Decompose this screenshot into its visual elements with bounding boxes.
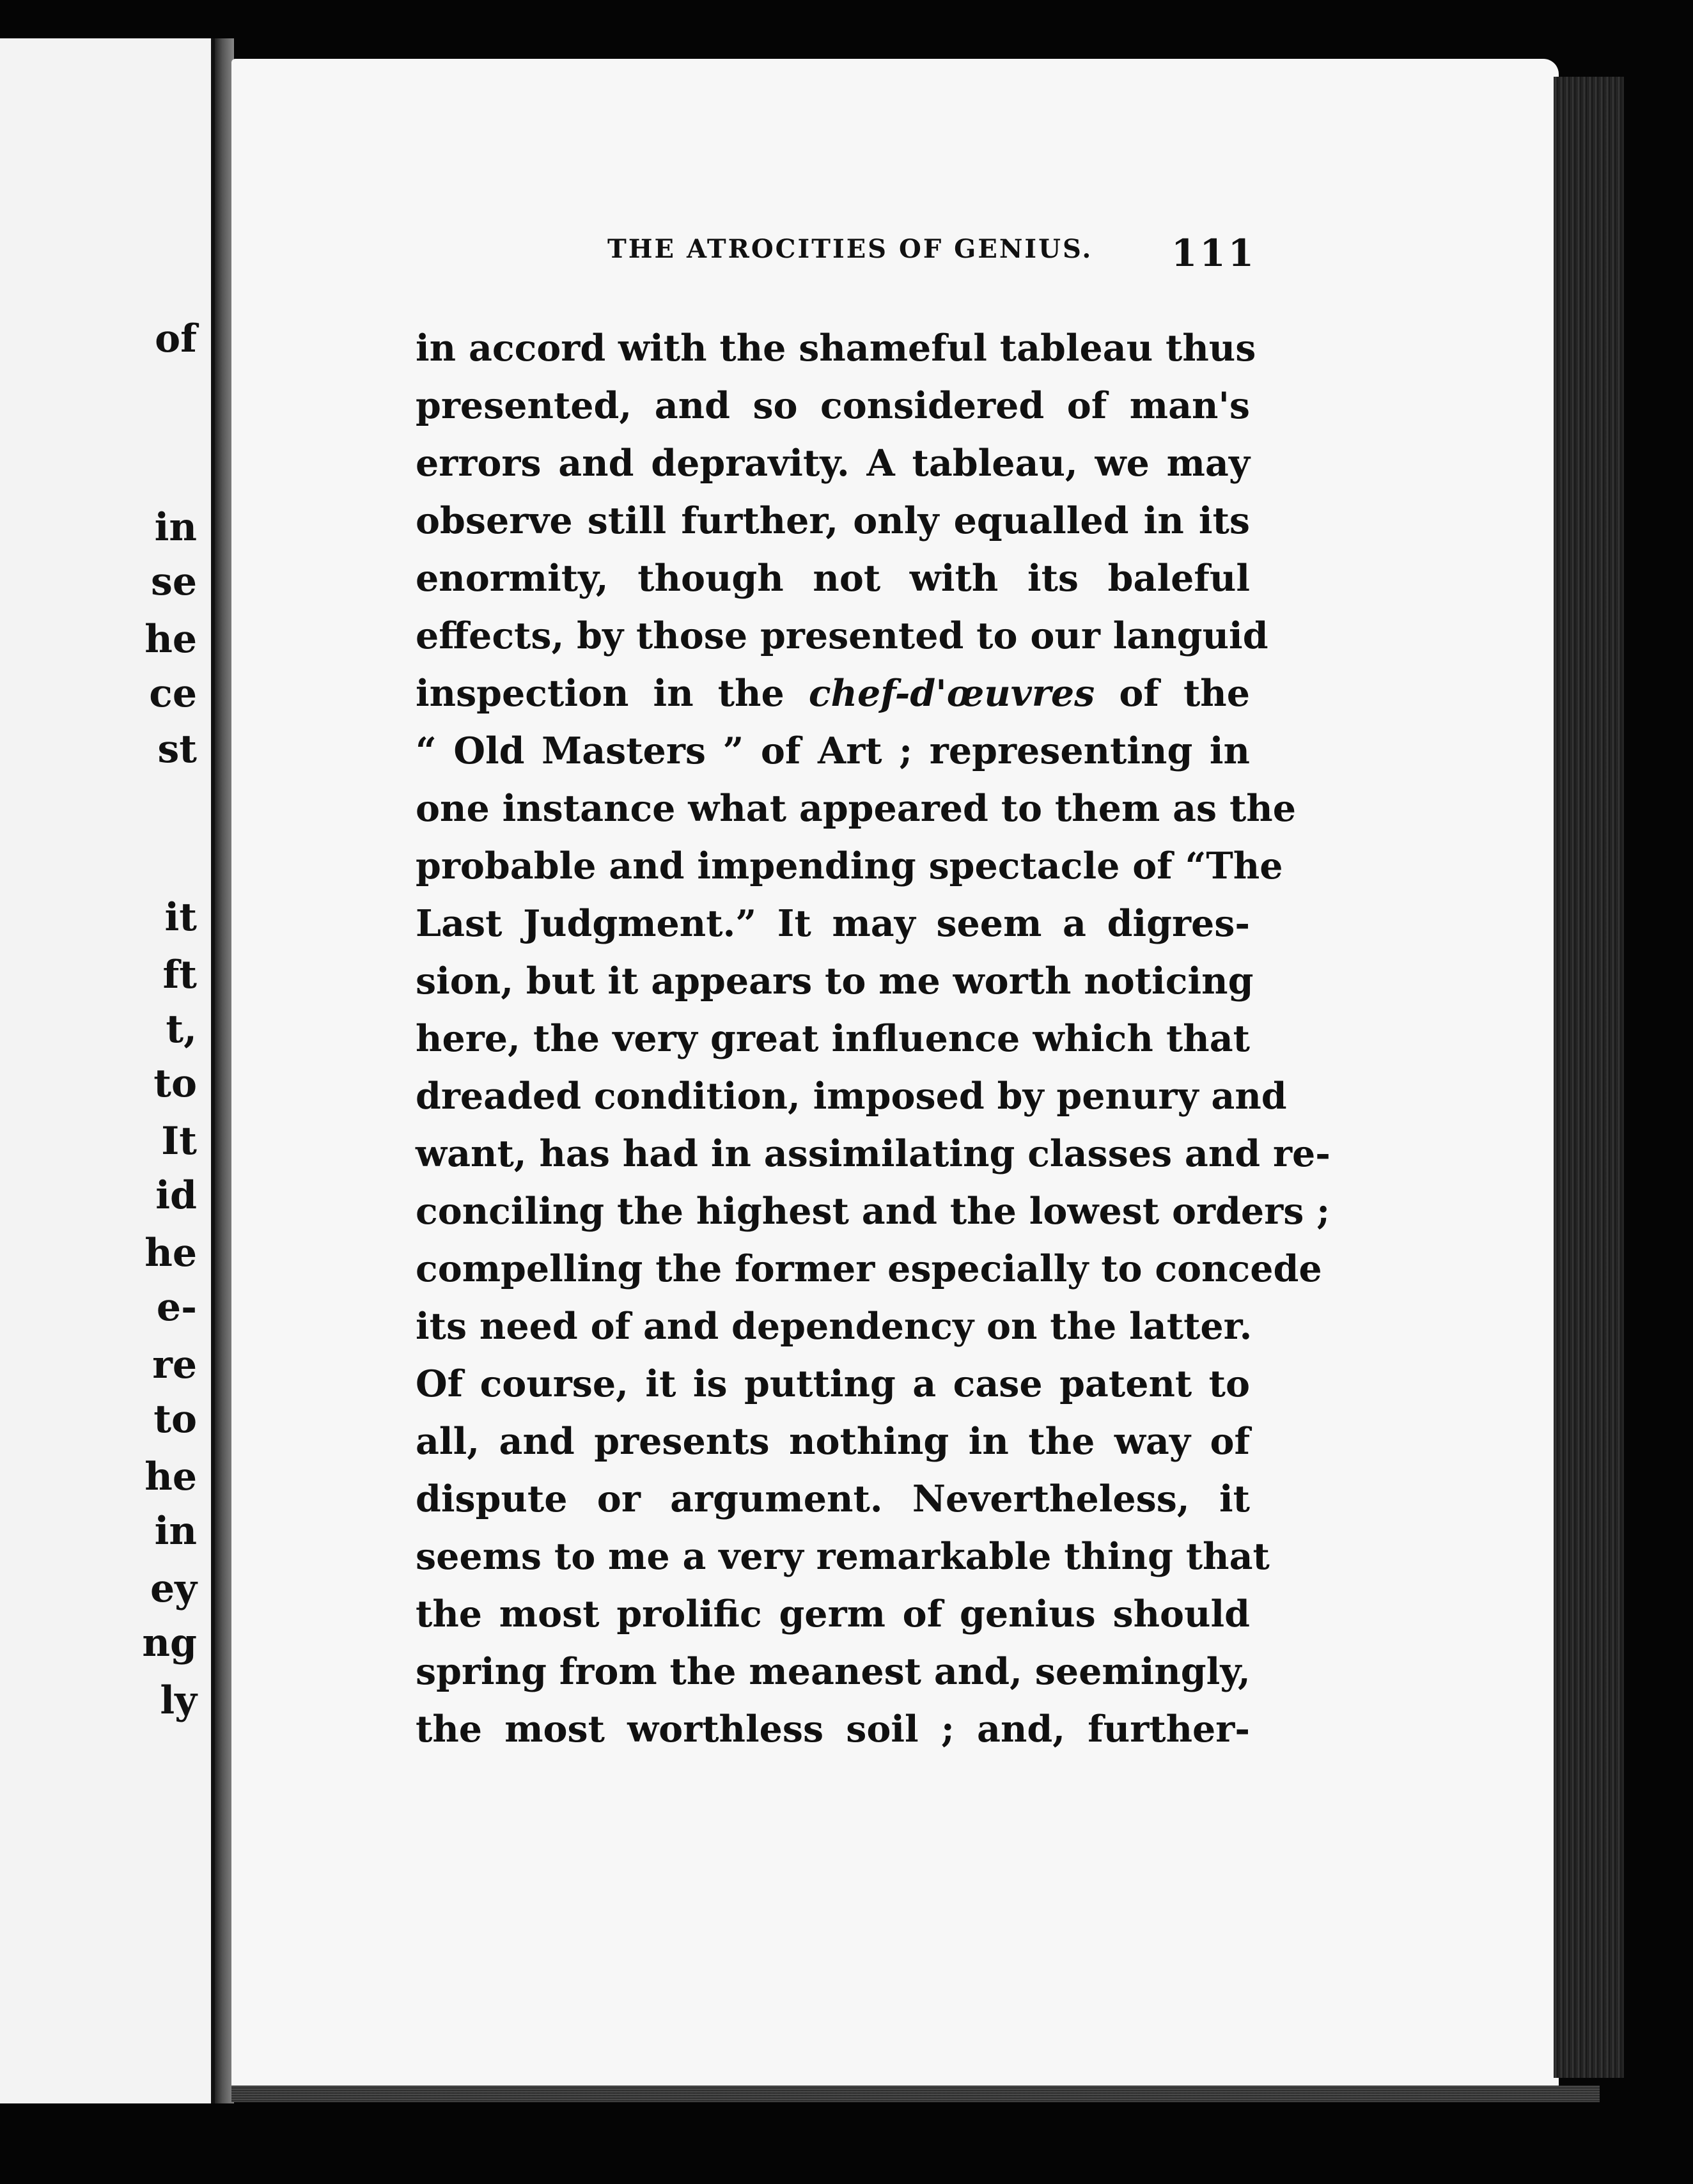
left-fragment: in bbox=[154, 1509, 197, 1554]
text-line-with-italic bbox=[416, 665, 1250, 722]
page-number: 111 bbox=[1171, 231, 1257, 275]
text-line: all, and presents nothing in the way of bbox=[416, 1420, 1250, 1463]
text-line: presented, and so considered of man's bbox=[416, 384, 1250, 427]
text-line: effects, by those presented to our languid bbox=[416, 614, 1268, 657]
left-fragment: ng bbox=[142, 1621, 197, 1665]
text-line: want, has had in assimilating classes and re- bbox=[416, 1132, 1330, 1175]
left-fragment: ft bbox=[162, 953, 197, 997]
text-line: probable and impending spectacle of “The bbox=[416, 845, 1283, 887]
text-line: enormity, though not with its baleful bbox=[416, 557, 1250, 600]
text-line: sion, but it appears to me worth noticing bbox=[416, 960, 1254, 1002]
italic-phrase: chef-d'œuvres bbox=[808, 672, 1095, 715]
left-fragment: st bbox=[157, 727, 197, 772]
left-fragment: it bbox=[164, 895, 197, 940]
book-fore-edge bbox=[1554, 77, 1624, 2078]
left-fragment: to bbox=[153, 1397, 197, 1442]
text-line: one instance what appeared to them as the bbox=[416, 787, 1297, 830]
left-fragment: se bbox=[151, 559, 197, 604]
left-page bbox=[0, 38, 215, 2103]
text-line: “ Old Masters ” of Art ; representing in bbox=[416, 729, 1250, 772]
left-fragment: of bbox=[155, 316, 197, 361]
text-line: conciling the highest and the lowest orders ; bbox=[416, 1190, 1330, 1233]
left-fragment: re bbox=[152, 1343, 197, 1387]
left-fragment: It bbox=[161, 1119, 197, 1164]
left-fragment: he bbox=[144, 1231, 197, 1275]
text-line: the most worthless soil ; and, further- bbox=[416, 1708, 1250, 1751]
text-line: the most prolific germ of genius should bbox=[416, 1593, 1250, 1635]
text-line: in accord with the shameful tableau thus bbox=[416, 327, 1256, 370]
left-fragment: ly bbox=[160, 1678, 197, 1723]
text-line: Of course, it is putting a case patent to bbox=[416, 1362, 1250, 1405]
text-segment: inspection in the bbox=[416, 672, 809, 715]
text-line: spring from the meanest and, seemingly, bbox=[416, 1650, 1251, 1693]
text-line: here, the very great influence which that bbox=[416, 1017, 1250, 1060]
text-line: Last Judgment.” It may seem a digres- bbox=[416, 902, 1250, 945]
running-head: THE ATROCITIES OF GENIUS. bbox=[607, 234, 1093, 264]
text-segment: of the bbox=[1095, 672, 1250, 715]
left-fragment: he bbox=[144, 617, 197, 662]
text-line: dreaded condition, imposed by penury and bbox=[416, 1075, 1287, 1118]
left-fragment: id bbox=[155, 1173, 197, 1218]
left-fragment: ey bbox=[150, 1566, 197, 1611]
text-line: seems to me a very remarkable thing that bbox=[416, 1535, 1270, 1578]
left-fragment: to bbox=[153, 1061, 197, 1106]
left-fragment: he bbox=[144, 1455, 197, 1499]
book-bottom-edge bbox=[231, 2086, 1600, 2102]
text-line: compelling the former especially to concede bbox=[416, 1247, 1322, 1290]
left-fragment: e- bbox=[156, 1285, 197, 1330]
text-line: observe still further, only equalled in its bbox=[416, 499, 1250, 542]
text-line: dispute or argument. Nevertheless, it bbox=[416, 1478, 1250, 1520]
left-fragment: t, bbox=[166, 1007, 197, 1052]
left-fragment: in bbox=[154, 505, 197, 550]
left-page-fragments bbox=[0, 38, 211, 2103]
left-fragment: ce bbox=[149, 671, 197, 716]
body-text bbox=[416, 320, 1330, 1758]
text-line: its need of and dependency on the latter. bbox=[416, 1305, 1252, 1348]
text-line: errors and depravity. A tableau, we may bbox=[416, 442, 1250, 485]
